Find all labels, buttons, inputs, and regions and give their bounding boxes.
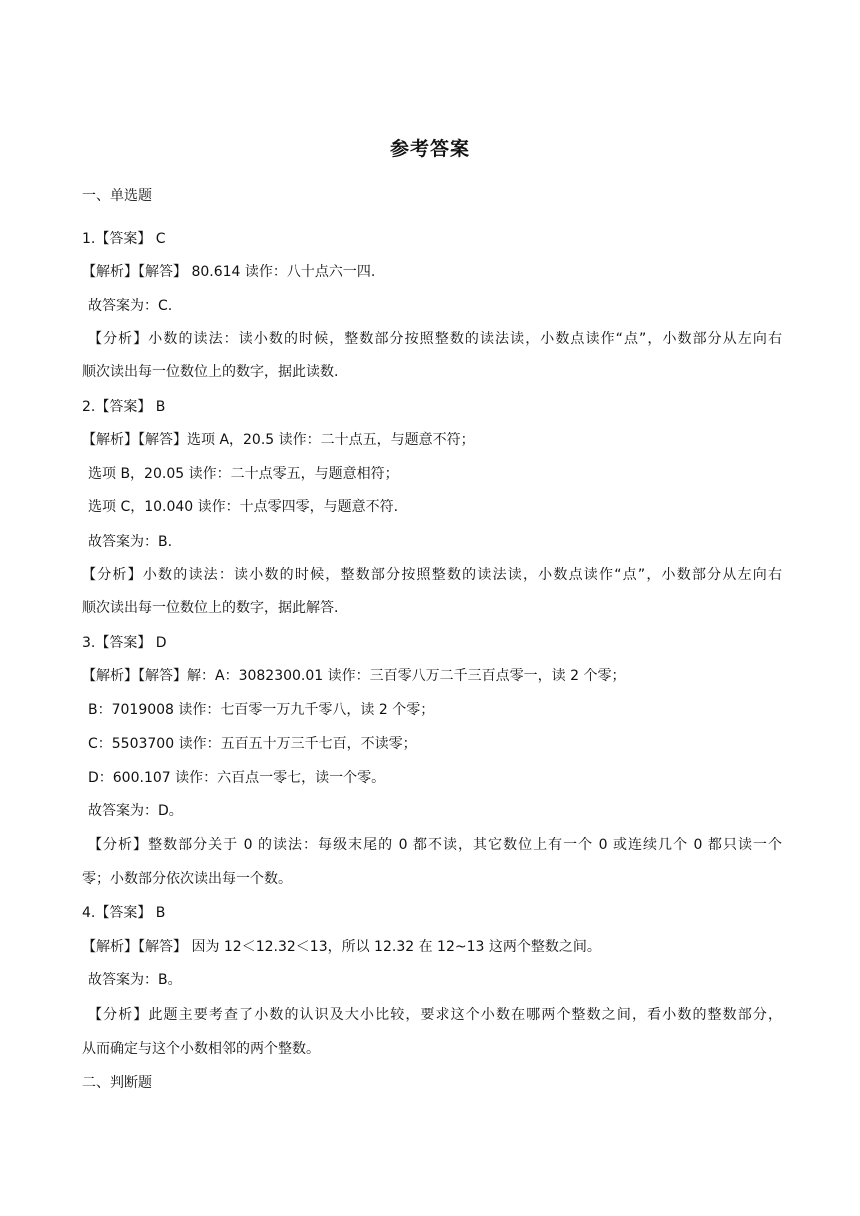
- answer-line-q2e: 故答案为：B.: [88, 534, 173, 550]
- answer-line-q3a: 3.【答案】 D: [82, 635, 167, 651]
- answer-line-q2f: 【分析】小数的读法：读小数的时候，整数部分按照整数的读法读，小数点读作“点”，小数部分从左向右: [82, 567, 782, 583]
- answer-line-q3c: B：7019008 读作：七百零一万九千零八，读 2 个零；: [88, 702, 435, 718]
- document-title: 参考答案: [389, 138, 470, 160]
- answer-line-q2b: 【解析】【解答】选项 A，20.5 读作：二十点五，与题意不符；: [82, 432, 475, 448]
- answer-line-q1c: 故答案为：C.: [88, 298, 173, 314]
- answer-line-q1b: 【解析】【解答】 80.614 读作：八十点六一四.: [82, 264, 376, 280]
- answer-line-q3d: C：5503700 读作：五百五十万三千七百，不读零；: [88, 736, 417, 752]
- answer-line-q3e: D：600.107 读作：六百点一零七，读一个零。: [88, 770, 386, 786]
- answer-line-q3f: 故答案为：D。: [88, 803, 183, 819]
- answer-line-q4a: 4.【答案】 B: [82, 905, 166, 921]
- answer-line-q4d: 【分析】此题主要考查了小数的认识及大小比较，要求这个小数在哪两个整数之间，看小数的整数部分，: [88, 1007, 782, 1023]
- answer-line-s2: 二、判断题: [82, 1075, 152, 1091]
- answer-line-q2a: 2.【答案】 B: [82, 399, 166, 415]
- answer-line-q2c: 选项 B，20.05 读作：二十点零五，与题意相符；: [88, 466, 399, 482]
- answer-line-q1a: 1.【答案】 C: [82, 231, 166, 247]
- answer-line-q3b: 【解析】【解答】解：A：3082300.01 读作：三百零八万二千三百点零一，读 2 个零；: [82, 668, 626, 684]
- answer-line-q4b: 【解析】【解答】 因为 12＜12.32＜13，所以 12.32 在 12~13 这两个整数之间。: [82, 939, 601, 955]
- answer-line-q1e: 顺次读出每一位数位上的数字，据此读数.: [82, 364, 339, 380]
- answer-line-q3g: 【分析】整数部分关于 0 的读法：每级末尾的 0 都不读，其它数位上有一个 0 或连续几个 0 都只读一个: [88, 837, 782, 853]
- answer-line-q3h: 零；小数部分依次读出每一个数。: [82, 871, 292, 887]
- answer-line-q4e: 从而确定与这个小数相邻的两个整数。: [82, 1041, 320, 1057]
- answer-line-q2g: 顺次读出每一位数位上的数字，据此解答.: [82, 600, 339, 616]
- answer-line-q1d: 【分析】小数的读法：读小数的时候，整数部分按照整数的读法读，小数点读作“点”，小数部分从左向右: [88, 331, 782, 347]
- answer-line-q2d: 选项 C，10.040 读作：十点零四零，与题意不符.: [88, 499, 399, 515]
- answer-line-s1: 一、单选题: [82, 188, 152, 204]
- answer-line-q4c: 故答案为：B。: [88, 972, 182, 988]
